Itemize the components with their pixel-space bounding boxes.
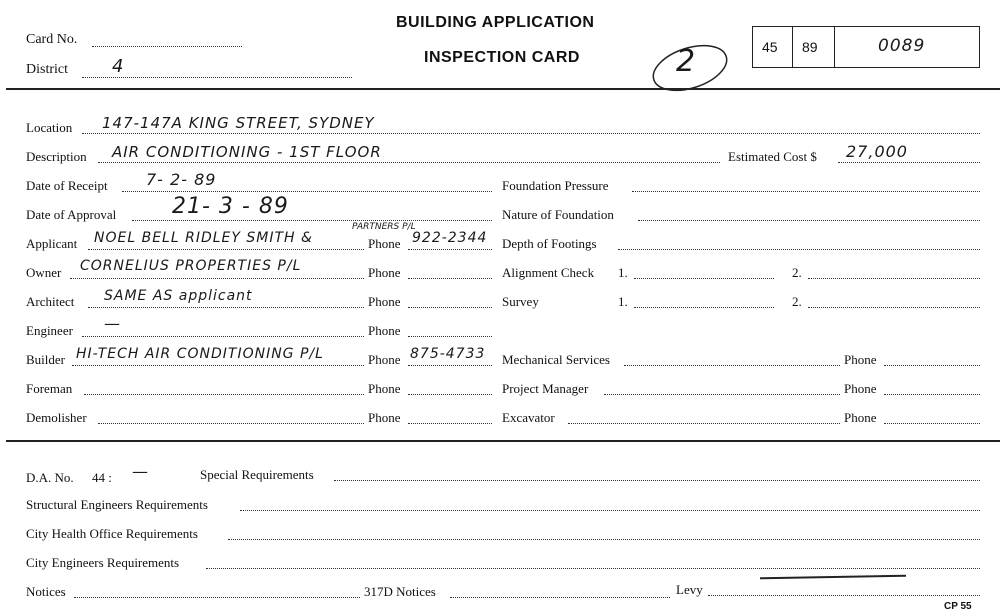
nature-foundation-field[interactable] [638,220,980,221]
demolisher-label: Demolisher [26,410,87,425]
structural-req-label: Structural Engineers Requirements [26,497,208,512]
est-cost-value: 27,000 [846,142,908,161]
ref-box-a: 45 [762,39,778,55]
excavator-label: Excavator [502,410,555,425]
depth-footings-label: Depth of Footings [502,236,597,251]
survey-label: Survey [502,294,539,309]
description-field[interactable] [98,162,720,163]
health-req-label: City Health Office Requirements [26,526,198,541]
architect-field[interactable] [88,307,364,308]
location-label: Location [26,120,73,135]
applicant-field[interactable] [88,249,364,250]
pm-phone-field[interactable] [884,394,980,395]
builder-field[interactable] [72,365,364,366]
notices-317d-field[interactable] [450,597,670,598]
mech-field[interactable] [624,365,840,366]
engineer-phone-field[interactable] [408,336,492,337]
circled-number: 2 [676,44,697,79]
receipt-value: 7- 2- 89 [146,170,217,189]
da-label: D.A. No. [26,470,74,485]
architect-phone-label: Phone [368,294,401,309]
levy-field[interactable] [708,595,980,596]
owner-phone-field[interactable] [408,278,492,279]
levy-hand-stroke [760,575,906,580]
foreman-phone-field[interactable] [408,394,492,395]
divider-top [6,88,1000,90]
engineer-label: Engineer [26,323,73,338]
ref-box-c: 0089 [878,36,926,56]
divider-bottom [6,440,1000,442]
notices-317d-label: 317D Notices [364,584,436,599]
da-value: 44 : [92,470,112,485]
district-value: 4 [112,56,125,77]
city-eng-req-label: City Engineers Requirements [26,555,180,570]
excavator-phone-field[interactable] [884,423,980,424]
engineer-value: — [104,314,121,333]
pm-label: Project Manager [502,381,589,396]
pm-phone-label: Phone [844,381,877,396]
mech-phone-field[interactable] [884,365,980,366]
builder-value: HI-TECH AIR CONDITIONING P/L [76,346,324,362]
est-cost-label: Estimated Cost $ [728,149,817,164]
notices-field[interactable] [74,597,360,598]
foundation-pressure-label: Foundation Pressure [502,178,609,193]
alignment-label: Alignment Check [502,265,595,280]
architect-value: SAME AS applicant [104,288,253,304]
builder-phone: 875-4733 [410,346,486,362]
builder-phone-field[interactable] [408,365,492,366]
demolisher-field[interactable] [98,423,364,424]
survey-num1: 1. [618,294,628,309]
receipt-label: Date of Receipt [26,178,108,193]
survey-field-2[interactable] [808,307,980,308]
nature-foundation-label: Nature of Foundation [502,207,614,222]
alignment-num1: 1. [618,265,628,280]
applicant-phone: 922-2344 [412,230,488,246]
engineer-phone-label: Phone [368,323,401,338]
mech-label: Mechanical Services [502,352,610,367]
card-no-field[interactable] [92,46,242,47]
district-field[interactable] [82,77,352,78]
structural-req-field[interactable] [240,510,980,511]
architect-label: Architect [26,294,75,309]
district-label: District [26,62,68,77]
engineer-field[interactable] [82,336,364,337]
location-value: 147-147A KING STREET, SYDNEY [102,114,375,132]
foreman-phone-label: Phone [368,381,401,396]
form-code: CP 55 [944,601,972,612]
owner-field[interactable] [70,278,364,279]
alignment-field-2[interactable] [808,278,980,279]
description-value: AIR CONDITIONING - 1ST FLOOR [112,143,382,161]
architect-phone-field[interactable] [408,307,492,308]
survey-field-1[interactable] [634,307,774,308]
pm-field[interactable] [604,394,840,395]
card-no-label: Card No. [26,32,78,47]
est-cost-field[interactable] [838,162,980,163]
da-hand-mark: — [132,462,149,481]
approval-value: 21- 3 - 89 [172,194,289,219]
builder-phone-label: Phone [368,352,401,367]
excavator-field[interactable] [568,423,840,424]
builder-label: Builder [26,352,65,367]
demolisher-phone-label: Phone [368,410,401,425]
applicant-phone-field[interactable] [408,249,492,250]
alignment-field-1[interactable] [634,278,774,279]
foundation-pressure-field[interactable] [632,191,980,192]
depth-footings-field[interactable] [618,249,980,250]
ref-box-b: 89 [802,39,818,55]
approval-label: Date of Approval [26,207,117,222]
description-label: Description [26,149,87,164]
health-req-field[interactable] [228,539,980,540]
receipt-field[interactable] [122,191,492,192]
survey-num2: 2. [792,294,802,309]
location-field[interactable] [82,133,980,134]
levy-label: Levy [676,582,703,597]
special-req-label: Special Requirements [200,467,314,482]
applicant-label: Applicant [26,236,78,251]
foreman-label: Foreman [26,381,73,396]
owner-phone-label: Phone [368,265,401,280]
notices-label: Notices [26,584,66,599]
form-title: BUILDING APPLICATION [396,14,595,31]
special-req-field[interactable] [334,480,980,481]
reference-box [752,26,980,68]
mech-phone-label: Phone [844,352,877,367]
form-subtitle: INSPECTION CARD [424,49,580,66]
alignment-num2: 2. [792,265,802,280]
applicant-phone-label: Phone [368,236,401,251]
applicant-value: NOEL BELL RIDLEY SMITH & [94,230,313,246]
owner-label: Owner [26,265,62,280]
city-eng-req-field[interactable] [206,568,980,569]
approval-field[interactable] [132,220,492,221]
applicant-note: PARTNERS P/L [352,222,416,232]
demolisher-phone-field[interactable] [408,423,492,424]
excavator-phone-label: Phone [844,410,877,425]
owner-value: CORNELIUS PROPERTIES P/L [80,258,302,274]
foreman-field[interactable] [84,394,364,395]
